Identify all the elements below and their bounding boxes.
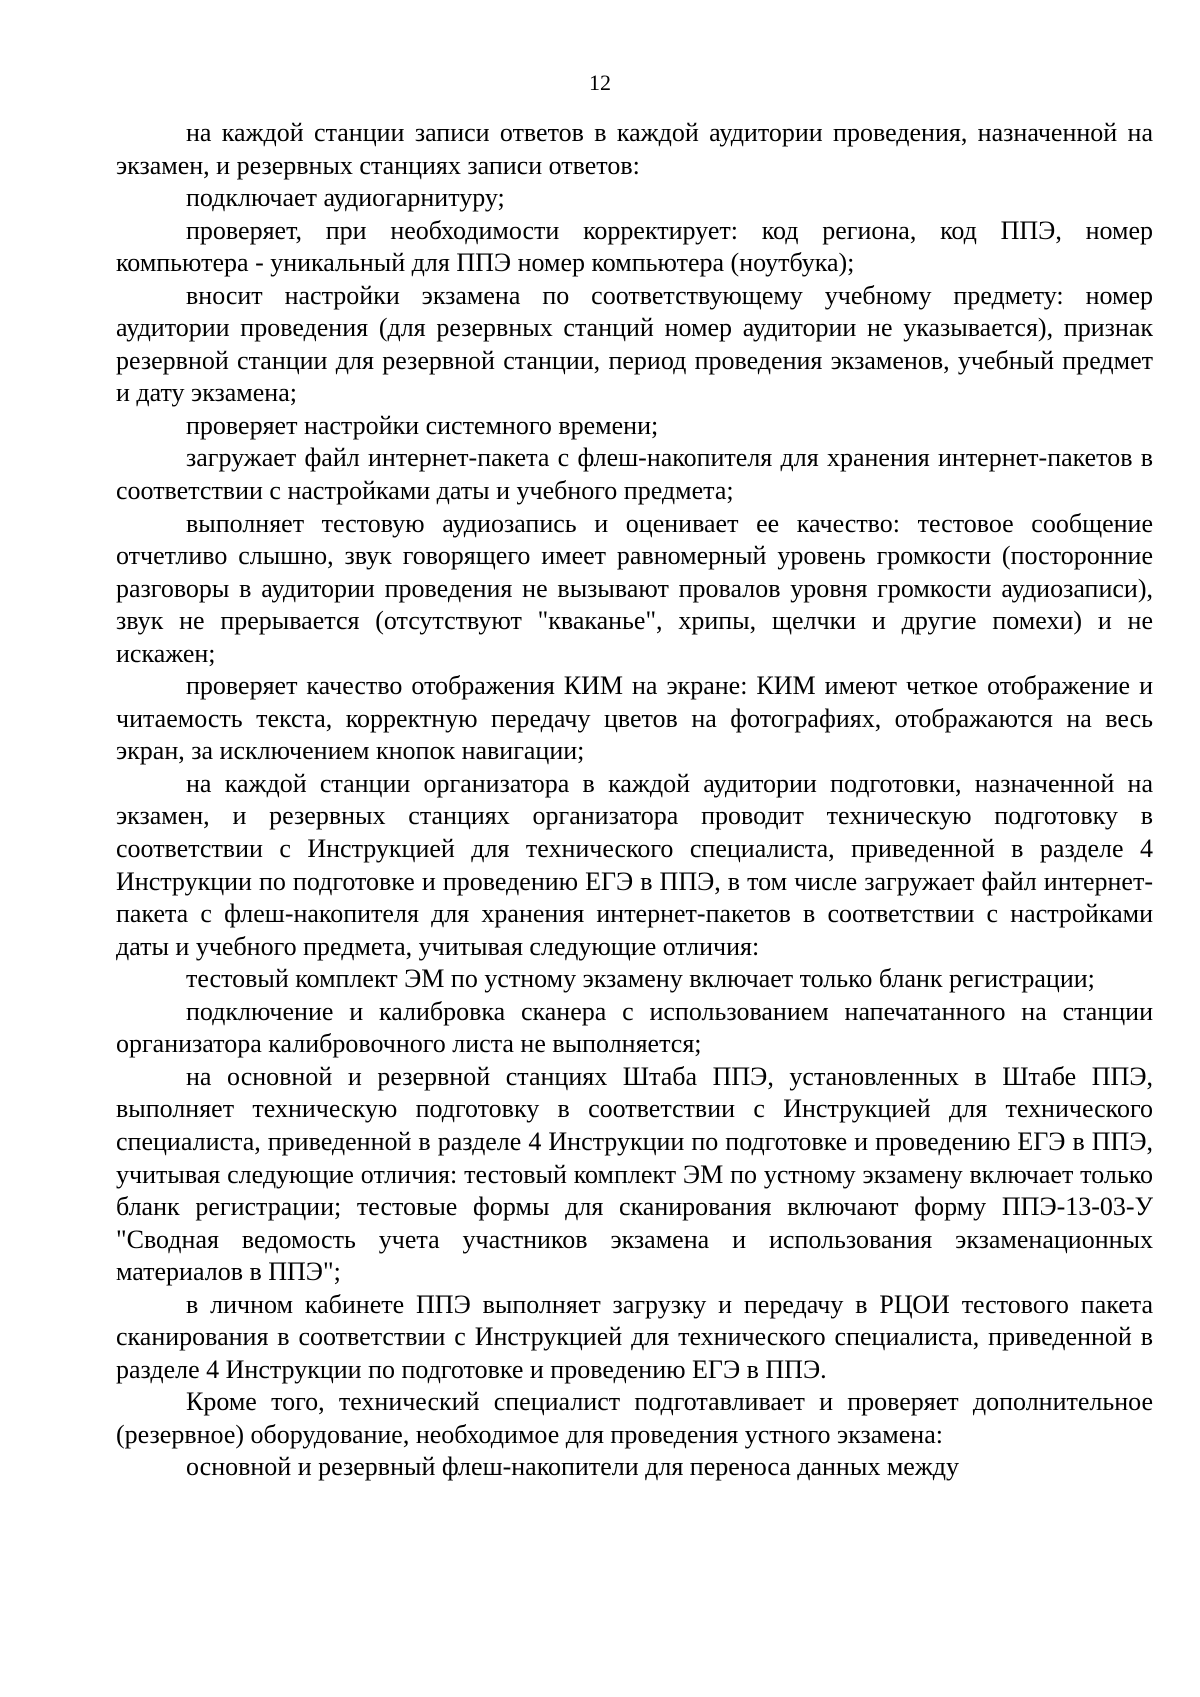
page-number: 12	[589, 70, 611, 95]
paragraph: на каждой станции организатора в каждой аудитории подготовки, назначенной на экзамен, и резервных станциях организатора проводит техническую подготовку в соответствии с Инструкцией для технического специалиста, приведенной в разделе 4 Инструкции по подготовке и проведению ЕГЭ в ППЭ, в том числе загружает файл интернет-пакета с флеш-накопителя для хранения интернет-пакетов в соответствии с настройками даты и учебного предмета, учитывая следующие отличия:	[116, 768, 1153, 961]
paragraph: основной и резервный флеш-накопители для переноса данных между	[186, 1452, 960, 1482]
paragraph: подключает аудиогарнитуру;	[186, 183, 505, 213]
paragraph: Кроме того, технический специалист подготавливает и проверяет дополнительное (резервное) оборудование, необходимое для проведения устного экзамена:	[116, 1387, 1153, 1449]
paragraph: проверяет качество отображения КИМ на экране: КИМ имеют четкое отображение и читаемость текста, корректную передачу цветов на фотографиях, отображаются на весь экран, за исключением кнопок навигации;	[116, 671, 1153, 766]
paragraph: в личном кабинете ППЭ выполняет загрузку и передачу в РЦОИ тестового пакета сканирования в соответствии с Инструкцией для технического специалиста, приведенной в разделе 4 Инструкции по подготовке и проведению ЕГЭ в ППЭ.	[116, 1289, 1153, 1384]
paragraph: тестовый комплект ЭМ по устному экзамену включает только бланк регистрации;	[186, 964, 1095, 994]
paragraph: загружает файл интернет-пакета с флеш-накопителя для хранения интернет-пакетов в соответствии с настройками даты и учебного предмета;	[116, 443, 1153, 506]
paragraph: вносит настройки экзамена по соответствующему учебному предмету: номер аудитории проведения (для резервных станций номер аудитории не указывается), признак резервной станции для резервной станции, период проведения экзаменов, учебный предмет и дату экзамена;	[116, 280, 1153, 408]
paragraph: на каждой станции записи ответов в каждой аудитории проведения, назначенной на экзамен, и резервных станциях записи ответов:	[116, 118, 1153, 180]
paragraph: на основной и резервной станциях Штаба ППЭ, установленных в Штабе ППЭ, выполняет техническую подготовку в соответствии с Инструкцией для технического специалиста, приведенной в разделе 4 Инструкции по подготовке и проведению ЕГЭ в ППЭ, учитывая следующие отличия: тестовый комплект ЭМ по устному экзамену включает только бланк регистрации; тестовые формы для сканирования включают форму ППЭ-13-03-У "Сводная ведомость учета участников экзамена и использования экзаменационных материалов в ППЭ";	[116, 1061, 1153, 1287]
paragraph: подключение и калибровка сканера с использованием напечатанного на станции организатора калибровочного листа не выполняется;	[116, 996, 1153, 1059]
paragraph: проверяет, при необходимости корректирует: код региона, код ППЭ, номер компьютера - уникальный для ППЭ номер компьютера (ноутбука);	[116, 215, 1153, 278]
paragraph: проверяет настройки системного времени;	[186, 410, 659, 440]
document-body	[116, 117, 1153, 1484]
paragraph: выполняет тестовую аудиозапись и оценивает ее качество: тестовое сообщение отчетливо слышно, звук говорящего имеет равномерный уровень громкости (посторонние разговоры в аудитории проведения не вызывают провалов уровня громкости аудиозаписи), звук не прерывается (отсутствуют "кваканье", хрипы, щелчки и другие помехи) и не искажен;	[116, 508, 1153, 668]
